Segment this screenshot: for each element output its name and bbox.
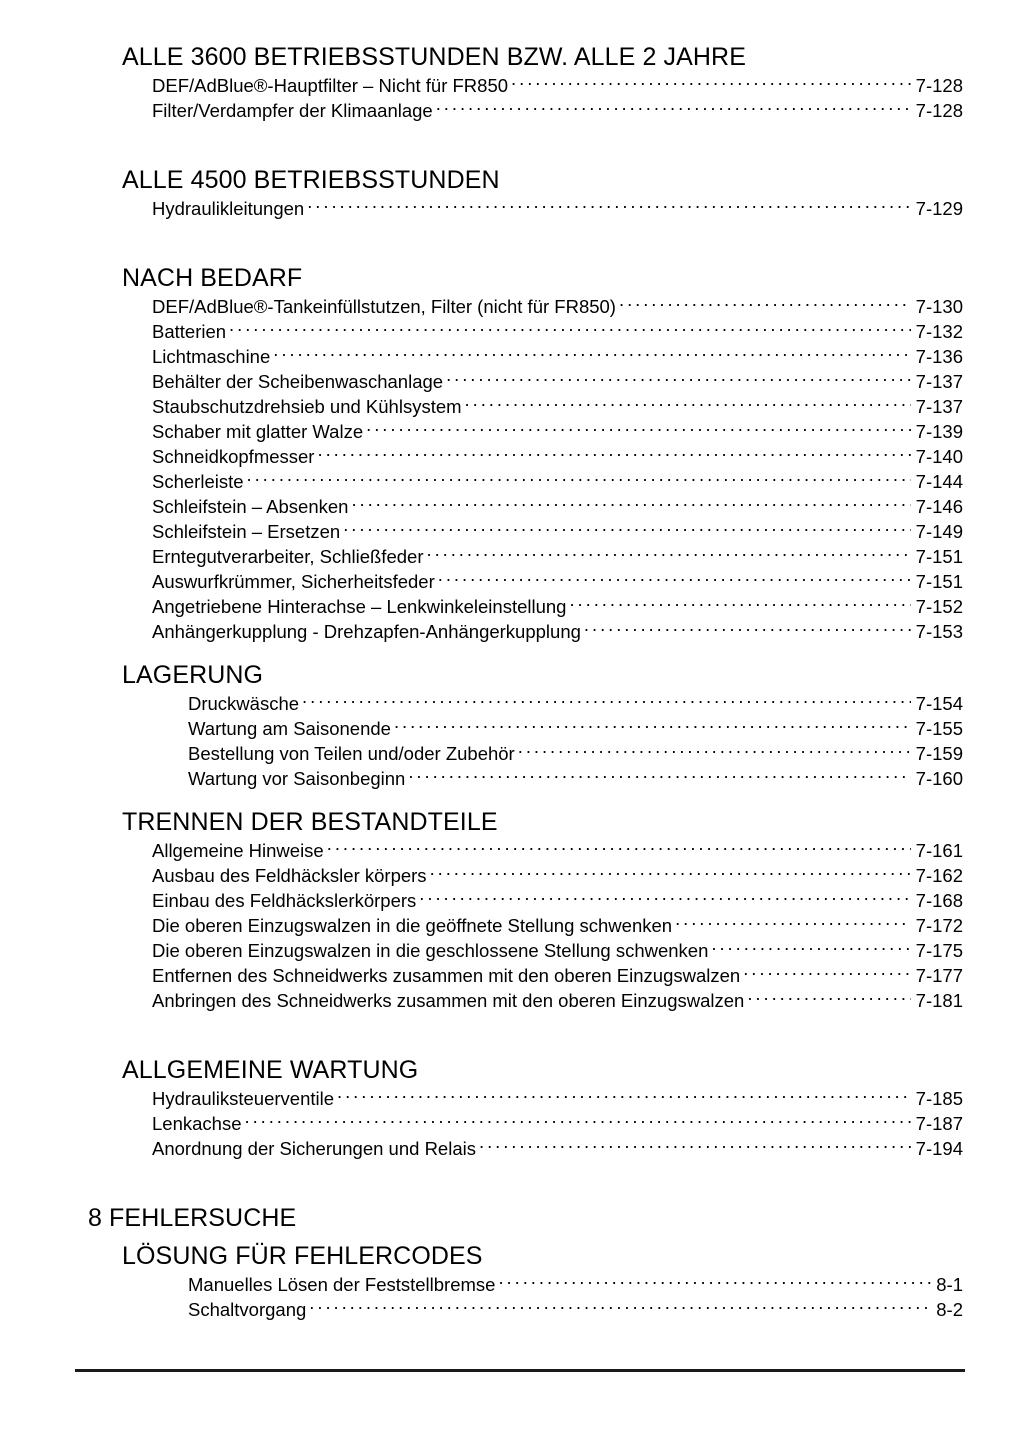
toc-entry-title: Allgemeine Hinweise [152,839,324,861]
toc-section-loesung-fuer-fehlercodes [0,1241,1024,1322]
toc-entry-title: Angetriebene Hinterachse – Lenkwinkeleinstellung [152,595,567,617]
dot-leader [408,766,910,785]
dot-leader [479,1136,911,1155]
toc-entry[interactable] [152,1111,963,1136]
top-spacer [0,0,1024,42]
dot-leader [366,419,911,438]
toc-entry-page: 7-152 [915,595,963,617]
toc-entry-title: Einbau des Feldhäckslerkörpers [152,889,417,911]
toc-entry-page: 7-137 [915,395,963,417]
toc-entry-title: DEF/AdBlue®-Hauptfilter – Nicht für FR850 [152,74,509,96]
section-spacer [0,791,1024,807]
toc-entry-title: Lenkachse [152,1112,242,1134]
section-spacer [0,221,1024,263]
dot-leader [498,1272,931,1291]
dot-leader [247,469,911,488]
toc-entry-title: Batterien [152,320,227,342]
toc-entry-page: 7-139 [915,420,963,442]
dot-leader [426,544,910,563]
toc-entry[interactable] [188,741,963,766]
dot-leader [584,619,911,638]
toc-section-alle-4500-betriebsstunden [0,165,1024,221]
toc-chapter-fehlersuche [0,1203,1024,1322]
toc-entry-page: 7-144 [915,470,963,492]
dot-leader [711,938,910,957]
section-spacer [0,1013,1024,1055]
toc-entry-title: Schleifstein – Ersetzen [152,520,341,542]
toc-entry-title: Behälter der Scheibenwaschanlage [152,370,444,392]
toc-entry-page: 7-128 [915,99,963,121]
toc-entry-page: 7-153 [915,620,963,642]
chapter-title: 8 FEHLERSUCHE [88,1204,297,1232]
toc-entry-page: 7-146 [915,495,963,517]
toc-entry[interactable] [152,988,963,1013]
toc-entry-page: 7-187 [915,1112,963,1134]
toc-entry-page: 7-185 [915,1087,963,1109]
chapter-spacer [0,1161,1024,1203]
toc-entry-title: Anbringen des Schneidwerks zusammen mit den oberen Einzugswalzen [152,989,745,1011]
toc-entry-page: 7-128 [915,74,963,96]
toc-entry[interactable] [152,73,963,98]
toc-entry-title: Ausbau des Feldhäcksler körpers [152,864,427,886]
toc-entry[interactable] [188,1272,963,1297]
toc-entry-title: Die oberen Einzugswalzen in die geöffnete Stellung schwenken [152,914,673,936]
toc-entry-page: 7-151 [915,545,963,567]
section-entries [0,1272,1024,1322]
dot-leader [327,838,911,857]
toc-entry-title: DEF/AdBlue®-Tankeinfüllstutzen, Filter (nicht für FR850) [152,295,616,317]
toc-entry-page: 7-172 [915,914,963,936]
toc-entry[interactable] [152,544,963,569]
toc-entry[interactable] [152,98,963,123]
dot-leader [302,691,911,710]
toc-entry[interactable] [152,319,963,344]
toc-entry[interactable] [152,444,963,469]
toc-entry[interactable] [188,716,963,741]
section-entries [0,196,1024,221]
toc-entry-page: 7-162 [915,864,963,886]
toc-section-alle-3600-betriebsstunden [0,42,1024,123]
toc-entry-title: Anordnung der Sicherungen und Relais [152,1137,476,1159]
toc-entry-page: 7-161 [915,839,963,861]
section-heading: ALLE 4500 BETRIEBSSTUNDEN [122,166,500,194]
dot-leader [511,73,911,92]
toc-entry-page: 7-155 [915,717,963,739]
dot-leader [229,319,911,338]
section-spacer [0,123,1024,165]
toc-entry-title: Wartung am Saisonende [188,717,391,739]
toc-entry[interactable] [152,1086,963,1111]
toc-entry-page: 7-136 [915,345,963,367]
toc-entry[interactable] [152,963,963,988]
toc-entry-title: Entfernen des Schneidwerks zusammen mit den oberen Einzugswalzen [152,964,741,986]
toc-entry-title: Druckwäsche [188,692,300,714]
toc-entry-page: 7-129 [915,197,963,219]
dot-leader [675,913,911,932]
dot-leader [317,444,910,463]
toc-entry-title: Scherleiste [152,470,244,492]
toc-entry[interactable] [152,196,963,221]
toc-entry-page: 7-151 [915,570,963,592]
toc-section-lagerung [0,660,1024,791]
toc-section-trennen-der-bestandteile [0,807,1024,1013]
toc-entry[interactable] [152,344,963,369]
dot-leader [569,594,910,613]
dot-leader [465,394,911,413]
toc-entry-page: 7-149 [915,520,963,542]
dot-leader [436,98,911,117]
dot-leader [307,196,910,215]
dot-leader [273,344,910,363]
section-entries [0,294,1024,644]
dot-leader [351,494,910,513]
dot-leader [619,294,911,313]
section-entries [0,73,1024,123]
section-heading: LÖSUNG FÜR FEHLERCODES [122,1242,483,1270]
section-entries [0,1086,1024,1161]
toc-entry-title: Schneidkopfmesser [152,445,315,467]
toc-section-nach-bedarf [0,263,1024,644]
toc-entry[interactable] [152,1136,963,1161]
toc-entry-page: 7-177 [915,964,963,986]
toc-entry[interactable] [188,1297,963,1322]
section-heading: ALLE 3600 BETRIEBSSTUNDEN BZW. ALLE 2 JAHRE [122,43,746,71]
section-spacer [0,644,1024,660]
toc-entry-page: 7-168 [915,889,963,911]
footer-rule [75,1369,965,1372]
toc-entry-title: Hydraulikleitungen [152,197,305,219]
toc-entry-page: 7-130 [915,295,963,317]
toc-entry[interactable] [152,419,963,444]
section-entries [0,691,1024,791]
toc-entry-page: 7-181 [915,989,963,1011]
toc-entry-title: Auswurfkrümmer, Sicherheitsfeder [152,570,435,592]
toc-entry-title: Schaltvorgang [188,1298,307,1320]
toc-entry-page: 7-194 [915,1137,963,1159]
toc-entry[interactable] [152,938,963,963]
toc-entry[interactable] [188,691,963,716]
toc-entry-page: 7-140 [915,445,963,467]
dot-leader [747,988,910,1007]
toc-entry[interactable] [152,469,963,494]
toc-entry-title: Schleifstein – Absenken [152,495,349,517]
toc-entry-title: Wartung vor Saisonbeginn [188,767,406,789]
toc-entry[interactable] [152,569,963,594]
dot-leader [438,569,911,588]
dot-leader [446,369,911,388]
toc-entry[interactable] [152,369,963,394]
toc-entry-title: Manuelles Lösen der Feststellbremse [188,1273,496,1295]
toc-entry[interactable] [152,519,963,544]
chapter-title-spacer [0,1233,1024,1241]
toc-entry-title: Schaber mit glatter Walze [152,420,364,442]
toc-entry[interactable] [152,913,963,938]
toc-entry-page: 7-159 [915,742,963,764]
toc-entry-title: Bestellung von Teilen und/oder Zubehör [188,742,515,764]
dot-leader [743,963,910,982]
toc-entry-title: Lichtmaschine [152,345,271,367]
dot-leader [244,1111,910,1130]
toc-entry-page: 7-154 [915,692,963,714]
toc-entry[interactable] [152,394,963,419]
toc-entry[interactable] [152,494,963,519]
toc-entry-title: Filter/Verdampfer der Klimaanlage [152,99,433,121]
toc-entry-page: 8-2 [936,1298,963,1320]
toc-entry[interactable] [152,838,963,863]
toc-entry[interactable] [152,619,963,644]
dot-leader [309,1297,931,1316]
toc-section-allgemeine-wartung [0,1055,1024,1161]
dot-leader [419,888,910,907]
toc-entry[interactable] [152,863,963,888]
toc-entry[interactable] [188,766,963,791]
toc-entry-page: 7-132 [915,320,963,342]
toc-entry-title: Hydrauliksteuerventile [152,1087,335,1109]
dot-leader [430,863,911,882]
toc-entry-title: Staubschutzdrehsieb und Kühlsystem [152,395,462,417]
section-entries [0,838,1024,1013]
dot-leader [337,1086,911,1105]
dot-leader [343,519,910,538]
section-heading: LAGERUNG [122,661,264,689]
toc-entry-page: 8-1 [936,1273,963,1295]
dot-leader [394,716,911,735]
toc-entry-page: 7-160 [915,767,963,789]
toc-entry-page: 7-175 [915,939,963,961]
toc-entry[interactable] [152,594,963,619]
section-heading: NACH BEDARF [122,264,303,292]
toc-entry-title: Die oberen Einzugswalzen in die geschlossene Stellung schwenken [152,939,709,961]
section-heading: TRENNEN DER BESTANDTEILE [122,808,498,836]
toc-entry[interactable] [152,294,963,319]
dot-leader [518,741,911,760]
section-heading: ALLGEMEINE WARTUNG [122,1056,419,1084]
toc-entry-title: Anhängerkupplung - Drehzapfen-Anhängerkupplung [152,620,581,642]
toc-entry-page: 7-137 [915,370,963,392]
toc-entry[interactable] [152,888,963,913]
toc-entry-title: Erntegutverarbeiter, Schließfeder [152,545,424,567]
